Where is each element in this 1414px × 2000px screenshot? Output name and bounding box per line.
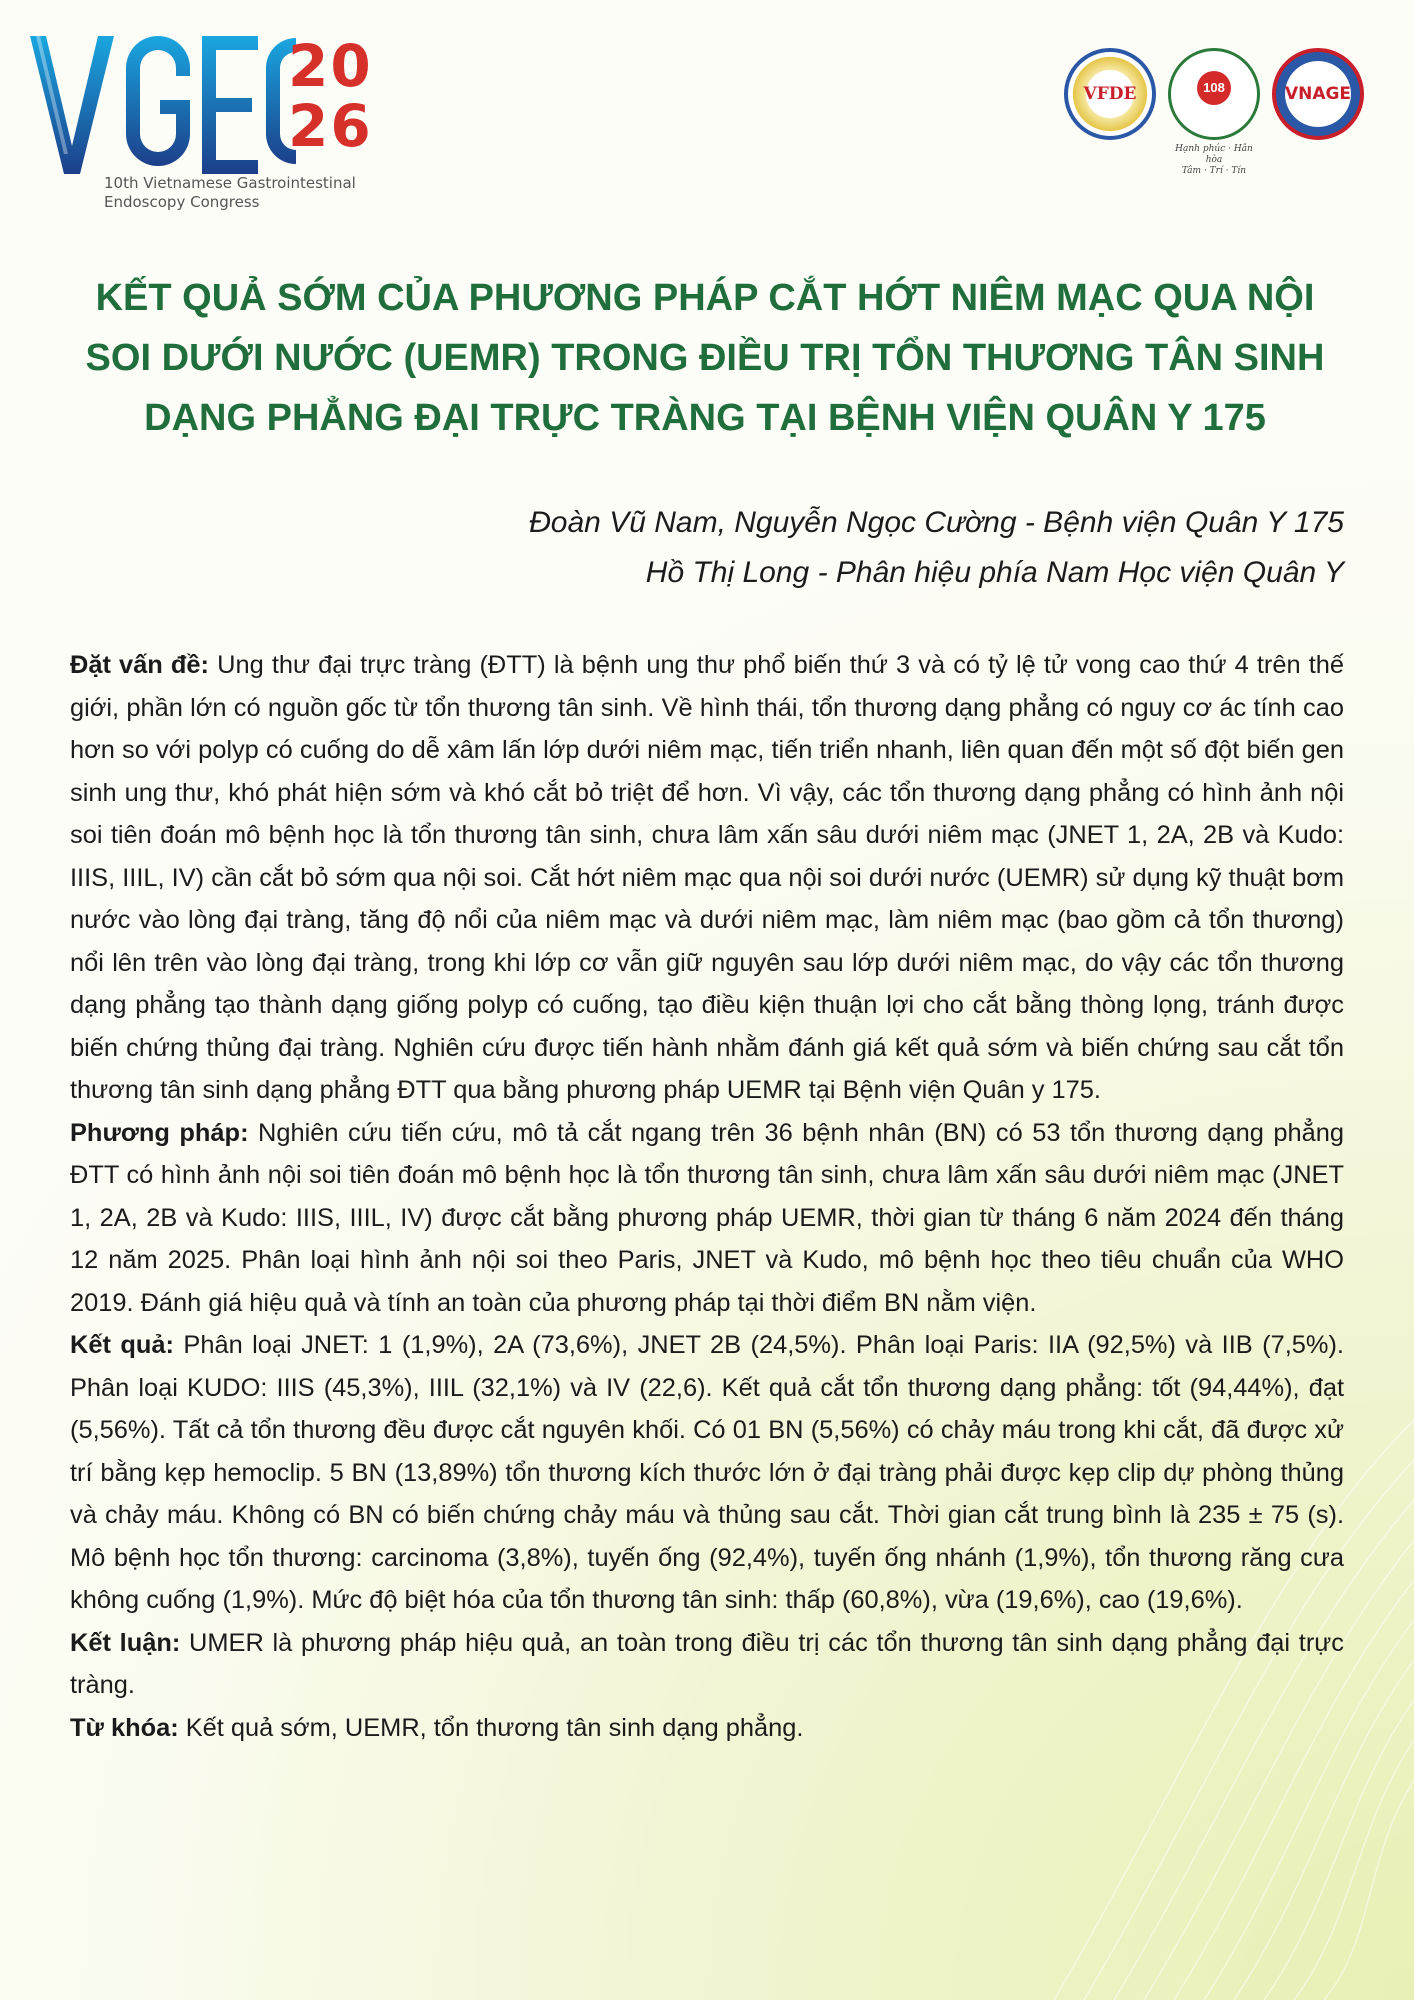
congress-year: 20 26 (288, 32, 373, 160)
section-label: Kết quả: (70, 1331, 174, 1359)
hospital-108-logo: 108 Hạnh phúc · Hân hòa Tâm · Trí · Tín (1168, 48, 1260, 177)
hospital-108-motto: Hạnh phúc · Hân hòa Tâm · Trí · Tín (1175, 144, 1253, 176)
section-text: UMER là phương pháp hiệu quả, an toàn trong điều trị các tổn thương tân sinh dạng phẳng đại trực tràng. (70, 1628, 1344, 1699)
abstract-title: KẾT QUẢ SỚM CỦA PHƯƠNG PHÁP CẮT HỚT NIÊM MẠC QUA NỘI SOI DƯỚI NƯỚC (UEMR) TRONG ĐIỀU TRỊ TỔN THƯƠNG TÂN SINH DẠNG PHẲNG ĐẠI TRỰC TRÀNG TẠI BỆNH VIỆN QUÂN Y 175 (85, 277, 1325, 439)
section-text: Nghiên cứu tiến cứu, mô tả cắt ngang trên 36 bệnh nhân (BN) có 53 tổn thương dạng phẳng ĐTT có hình ảnh nội soi tiên đoán mô bệnh học là tổn thương tân sinh, chưa lâm xấn sâu dưới niêm mạc (JNET 1, 2A, 2B và Kudo: IIIS, IIIL, IV) được cắt bằng phương pháp UEMR, thời gian từ tháng 6 năm 2024 đến tháng 12 năm 2025. Phân loại hình ảnh nội soi theo Paris, JNET và Kudo, mô bệnh học theo tiêu chuẩn của WHO 2019. Đánh giá hiệu quả và tính an toàn của phương pháp tại thời điểm BN nằm viện. (70, 1118, 1344, 1317)
section-label: Đặt vấn đề: (70, 651, 209, 679)
section-keywords (70, 1707, 1344, 1750)
section-text: Phân loại JNET: 1 (1,9%), 2A (73,6%), JNET 2B (24,5%). Phân loại Paris: IIA (92,5%) và IIB (7,5%). Phân loại KUDO: IIIS (45,3%), IIIL (32,1%) và IV (22,6). Kết quả cắt tổn thương dạng phẳng: tốt (94,44%), đạt (5,56%). Tất cả tổn thương đều được cắt nguyên khối. Có 01 BN (5,56%) có chảy máu trong khi cắt, đã được xử trí bằng kẹp hemoclip. 5 BN (13,89%) tổn thương kích thước lớn ở đại tràng phải được kẹp clip dự phòng thủng và chảy máu. Không có BN có biến chứng chảy máu và thủng sau cắt. Thời gian cắt trung bình là 235 ± 75 (s). Mô bệnh học tổn thương: carcinoma (3,8%), tuyến ống (92,4%), tuyến ống nhánh (1,9%), tổn thương răng cưa không cuống (1,9%). Mức độ biệt hóa của tổn thương tân sinh: thấp (60,8%), vừa (19,6%), cao (19,6%). (70, 1331, 1344, 1614)
vnage-logo: VNAGE (1272, 48, 1364, 140)
section-methods (70, 1112, 1344, 1325)
author-line: Hồ Thị Long - Phân hiệu phía Nam Học viện Quân Y (645, 556, 1344, 589)
section-label: Kết luận: (70, 1628, 181, 1657)
author-list (529, 498, 1344, 598)
section-results (70, 1324, 1344, 1622)
section-text: Ung thư đại trực tràng (ĐTT) là bệnh ung thư phổ biến thứ 3 và có tỷ lệ tử vong cao thứ 4 trên thế giới, phần lớn có nguồn gốc từ tổn thương tân sinh. Về hình thái, tổn thương dạng phẳng có nguy cơ ác tính cao hơn so với polyp có cuống do dễ xâm lấn lớp dưới niêm mạc, tiến triển nhanh, liên quan đến một số đột biến gen sinh ung thư, khó phát hiện sớm và khó cắt bỏ triệt để hơn. Vì vậy, các tổn thương dạng phẳng có hình ảnh nội soi tiên đoán mô bệnh học là tổn thương tân sinh, chưa lâm xấn sâu dưới niêm mạc (JNET 1, 2A, 2B và Kudo: IIIS, IIIL, IV) cần cắt bỏ sớm qua nội soi. Cắt hớt niêm mạc qua nội soi dưới nước (UEMR) sử dụng kỹ thuật bơm nước vào lòng đại tràng, tăng độ nổi của niêm mạc và dưới niêm mạc, làm niêm mạc (bao gồm cả tổn thương) nổi lên trên vào lòng đại tràng, trong khi lớp cơ vẫn giữ nguyên sau lớp dưới niêm mạc, do vậy các tổn thương dạng phẳng tạo thành dạng giống polyp có cuống, tạo điều kiện thuận lợi cho cắt bằng thòng lọng, tránh được biến chứng thủng đại tràng. Nghiên cứu được tiến hành nhằm đánh giá kết quả sớm và biến chứng sau cắt tổn thương tân sinh dạng phẳng ĐTT qua bằng phương pháp UEMR tại Bệnh viện Quân y 175. (70, 651, 1345, 1104)
section-label: Từ khóa: (70, 1713, 179, 1742)
abstract-body (70, 644, 1344, 1749)
partner-logos (1064, 48, 1364, 177)
congress-logo (30, 28, 410, 218)
section-conclusion (70, 1622, 1344, 1707)
congress-subtitle: 10th Vietnamese Gastrointestinal Endoscopy Congress (104, 174, 356, 211)
section-background (70, 644, 1344, 1112)
section-label: Phương pháp: (70, 1118, 249, 1147)
author-line: Đoàn Vũ Nam, Nguyễn Ngọc Cường - Bệnh viện Quân Y 175 (529, 506, 1344, 539)
section-text: Kết quả sớm, UEMR, tổn thương tân sinh dạng phẳng. (178, 1713, 804, 1742)
vfde-logo: VFDE (1064, 48, 1156, 140)
vgec-wordmark-logo (30, 28, 300, 178)
